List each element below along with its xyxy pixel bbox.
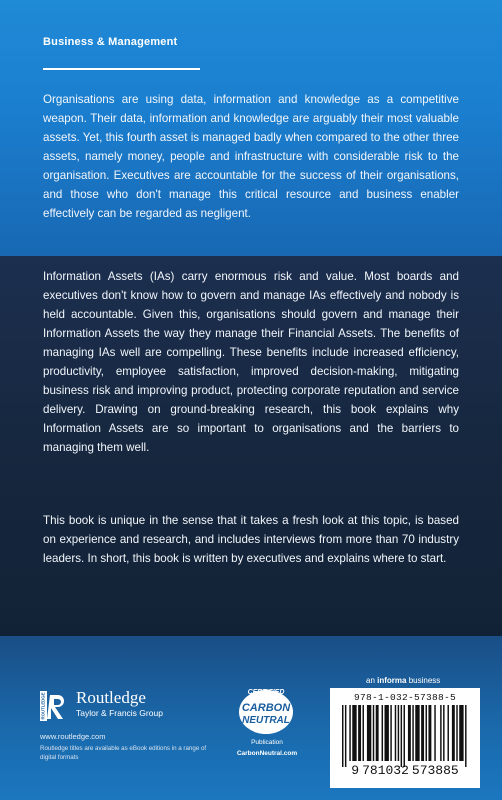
publisher-group: Taylor & Francis Group [76,708,163,718]
barcode-bar [465,705,466,767]
barcode-bars [340,705,470,767]
barcode-bar [459,705,463,761]
barcode-bar [434,705,435,761]
barcode-digit-first: 9 [351,763,360,778]
carbon-certified-text: CERTIFIED [247,689,285,696]
barcode-bar [452,705,455,761]
barcode-bar [426,705,427,761]
barcode-digits [330,763,480,778]
barcode-bar [447,705,448,761]
barcode-bar [382,705,383,761]
informa-tagline [366,676,440,685]
barcode-bar [440,705,441,761]
barcode-bar [367,705,371,761]
ebook-note: Routledge titles are available as eBook editions in a range of digital formats [40,745,207,761]
isbn-barcode [330,688,480,788]
informa-prefix: an [366,676,378,685]
category-label: Business & Management [43,36,178,48]
barcode-bar [421,705,424,761]
barcode-bar [395,705,396,761]
divider-rule [43,68,200,70]
barcode-bar [345,705,346,767]
carbon-word: CARBON [241,702,291,714]
blurb-paragraph-3: This book is unique in the sense that it takes a fresh look at this topic, is based on experience and research, and includes interviews from more than 70 industry leaders. In short, this book is written by executives and explains where to start. [43,514,459,565]
barcode-bar [342,705,343,767]
carbon-neutral-badge [232,684,302,768]
publisher-name: Routledge [76,688,146,707]
barcode-bar [456,705,457,761]
barcode-bar [443,705,444,761]
blurb-paragraph-2: Information Assets (IAs) carry enormous risk and value. Most boards and executives don't know how to govern and manage IAs effectively and nobody is held accountable. Given this, organisations should govern and manage their Information Assets the way they manage their Financial Assets. The benefits of managing IAs well are compelling. These benefits include increased efficiency, productivity, employee satisfaction, improved decision-making, mitigating business risk and improving product, protecting corporate reputation and service delivery. Drawing on ground-breaking research, this book explains why Information Assets are so important to organisations and the barriers to managing them well. [43,270,459,454]
barcode-bar [412,705,413,761]
barcode-bar [398,705,399,761]
publisher-block [40,688,210,768]
carbon-website: CarbonNeutral.com [236,750,298,757]
barcode-digits-right: 573885 [411,763,459,778]
barcode-bar [352,705,356,761]
barcode-bar [428,705,431,761]
barcode-bar [415,705,419,761]
informa-suffix: business [406,676,441,685]
barcode-bar [376,705,379,761]
carbon-publication-label: Publication [251,739,283,746]
informa-brand: informa [377,676,407,685]
barcode-bar [358,705,361,761]
barcode-bar [349,705,350,761]
routledge-logo-icon [40,691,68,721]
blurb-paragraph-1: Organisations are using data, information and knowledge as a competitive weapon. Their data, information and knowledge are arguably their most valuable assets. Yet, this fourth asset is managed badly when compared to the other three assets, namely money, people and infrastructure with considerable risk to the organisation. Executives are accountable for the success of their organisations, and those who don't manage this critical resource and business enabler effectively can be regarded as negligent. [43,93,459,220]
barcode-digits-left: 781032 [362,763,409,778]
barcode-bar [401,705,402,767]
barcode-bar [404,705,405,767]
barcode-bar [390,705,391,761]
isbn-number: 978-1-032-57388-5 [353,692,456,703]
barcode-bar [363,705,364,761]
barcode-bar [384,705,388,761]
barcode-bar [373,705,374,761]
barcode-bar [408,705,411,761]
carbon-neutral-icon [237,684,295,736]
neutral-word: NEUTRAL [242,715,290,726]
publisher-website: www.routledge.com [40,732,106,741]
routledge-logo-wordmark: ROUTLEDGE [40,692,46,720]
